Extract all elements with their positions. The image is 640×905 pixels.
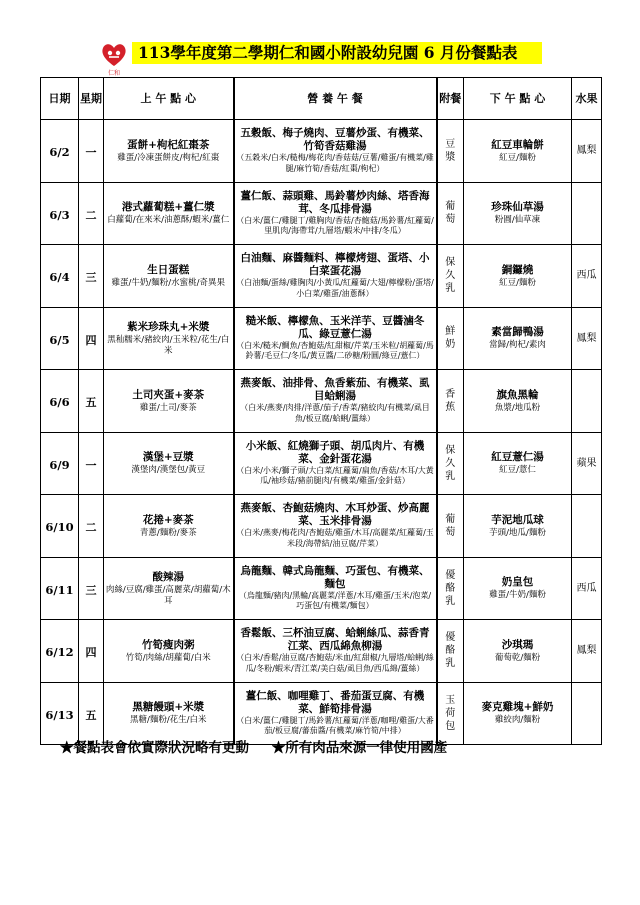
side-text: 優酪乳 [445,632,456,670]
morning-snack-ingredients: 雞蛋/牛奶/麵粉/水蜜桃/奇異果 [111,277,225,288]
afternoon-snack-ingredients: 紅豆/麵粉 [499,152,536,163]
lunch-dishes: 白油麵、麻醬麵料、檸檬烤翅、蛋塔、小白菜蛋花湯 [240,252,430,278]
side-text: 豆漿 [445,138,456,163]
morning-snack-cell [104,182,234,245]
lunch-ingredients: （白米/燕麥/肉排/洋蔥/茄子/香菜/豬絞肉/有機菜/虱目魚/板豆腐/蛤蜊/薑絲） [240,403,430,423]
morning-snack-name: 花捲+麥茶 [142,513,194,526]
lunch-cell [234,182,437,245]
lunch-dishes: 香鬆飯、三杯油豆腐、蛤蜊絲瓜、蒜香青江菜、西瓜綿魚柳湯 [240,627,430,653]
morning-snack-name: 黑糖饅頭+米漿 [132,701,205,714]
afternoon-snack-ingredients: 雞蛋/牛奶/麵粉 [489,590,546,601]
side-text: 優酪乳 [445,569,456,607]
afternoon-snack-ingredients: 紅豆/麵粉 [499,277,536,288]
weekday-text: 四 [85,646,97,660]
fruit-text: 鳳梨 [576,645,597,657]
weekday-cell [79,120,104,183]
lunch-dishes: 薑仁飯、咖哩雞丁、番茄蛋豆腐、有機菜、鮮筍排骨湯 [245,689,425,715]
lunch-ingredients: （白油麵/蛋絲/雞胸肉/小黃瓜/紅蘿蔔/大翅/檸檬粉/蛋塔/小白菜/雞蛋/油蔥酥） [236,278,434,298]
side-cell [437,370,464,433]
fruit-cell [572,682,602,745]
lunch-ingredients: （烏龍麵/豬肉/黑輪/高麗菜/洋蔥/木耳/雞蛋/玉米/泡菜/巧蛋包/有機菜/麵包） [238,590,432,611]
weekday-cell [79,557,104,620]
date-cell [41,370,79,433]
side-cell [437,120,464,183]
date-text: 6/2 [49,145,70,160]
morning-snack-cell [104,370,234,433]
fruit-text: 西瓜 [576,582,597,594]
side-text: 保久乳 [445,444,456,482]
header-weekday: 星期 [79,78,104,120]
lunch-cell [234,495,437,558]
table-row [41,370,602,433]
side-cell [437,495,464,558]
side-cell [437,245,464,308]
morning-snack-ingredients: 肉絲/豆腐/雞蛋/高麗菜/胡蘿蔔/木耳 [105,584,231,606]
lunch-cell [234,120,437,183]
afternoon-snack-ingredients: 雞絞肉/麵粉 [494,715,541,726]
lunch-ingredients: （白米/薑仁/雞腿丁/馬鈴薯/紅蘿蔔/洋蔥/咖哩/雞蛋/大番茄/板豆腐/蕃茄醬/有機菜/麻竹筍/中排） [236,715,434,736]
side-text: 葡萄 [445,201,456,226]
afternoon-snack-ingredients: 芋頭/地瓜/麵粉 [489,527,546,538]
page-title: 113學年度第二學期仁和國小附設幼兒園 6 月份餐點表 [132,42,542,64]
fruit-cell [572,495,602,558]
lunch-cell [234,370,437,433]
date-cell [41,245,79,308]
date-cell [41,620,79,683]
morning-snack-ingredients: 黑糖/麵粉/花生/白米 [129,715,207,726]
school-logo [100,40,128,77]
afternoon-snack-name: 旗魚黑輪 [496,388,539,401]
morning-snack-ingredients: 青蔥/麵粉/麥茶 [139,527,197,538]
weekday-text: 二 [85,208,97,222]
table-row [41,495,602,558]
date-text: 6/10 [45,520,74,535]
header-fruit: 水果 [572,78,602,120]
weekday-text: 一 [85,458,97,472]
morning-snack-name: 紫米珍珠丸+米漿 [127,320,210,333]
fruit-text: 鳳梨 [576,332,597,344]
date-text: 6/5 [49,332,70,347]
morning-snack-ingredients: 雞蛋/土司/麥茶 [139,402,197,413]
date-cell [41,557,79,620]
lunch-ingredients: （白米/燕麥/梅花肉/杏鮑菇/雞蛋/木耳/高麗菜/紅蘿蔔/玉米段/海帶結/油豆腐/芹菜） [236,528,434,548]
fruit-text: 蘋果 [576,457,597,469]
afternoon-snack-cell [464,557,572,620]
weekday-text: 二 [85,521,97,535]
afternoon-snack-ingredients: 當歸/枸杞/素肉 [489,340,546,351]
table-row [41,557,602,620]
afternoon-snack-name: 紅豆薏仁湯 [491,451,544,464]
afternoon-snack-ingredients: 紅豆/薏仁 [499,465,536,476]
lunch-cell [234,557,437,620]
footer-note-meat-origin: ★所有肉品來源一律使用國產 [271,740,448,756]
afternoon-snack-cell [464,682,572,745]
lunch-ingredients: （白米/薑仁/雞腿丁/雞胸肉/香菇/杏鮑菇/馬鈴薯/紅蘿蔔/里肌肉/海帶茸/九層塔/蝦米/中排/冬瓜） [236,215,434,236]
weekday-text: 五 [85,396,97,410]
date-cell [41,182,79,245]
lunch-dishes: 五穀飯、梅子燒肉、豆薯炒蛋、有機菜、竹筍香菇雞湯 [240,127,430,153]
lunch-ingredients: （白米/糙米/鯛魚/杏鮑菇/紅甜椒/芹菜/玉米粒/胡蘿蔔/馬鈴薯/毛豆仁/冬瓜/黃豆醬/二砂糖/粉圓/綠豆/薏仁） [236,340,434,361]
header-date: 日期 [41,78,79,120]
heart-logo-icon [100,40,128,70]
table-row [41,432,602,495]
table-row [41,120,602,183]
afternoon-snack-cell [464,495,572,558]
morning-snack-cell [104,120,234,183]
side-text: 保久乳 [445,257,456,295]
lunch-ingredients: （白米/香鬆/油豆腐/杏鮑菇/米血/紅甜椒/九層塔/蛤蜊/絲瓜/冬粉/蝦米/青江菜/美白菇/虱目魚/西瓜綿/薑絲） [236,653,434,673]
side-cell [437,432,464,495]
weekday-text: 一 [85,146,97,160]
afternoon-snack-cell [464,370,572,433]
header-morning-snack: 上 午 點 心 [104,78,234,120]
header-row [41,78,602,120]
date-cell [41,432,79,495]
table-row [41,245,602,308]
fruit-cell [572,370,602,433]
date-text: 6/11 [45,582,74,597]
morning-snack-ingredients: 白蘿蔔/在來米/油蔥酥/蝦米/薑仁 [107,215,230,226]
fruit-cell [572,182,602,245]
weekday-text: 五 [85,708,97,722]
fruit-cell [572,307,602,370]
fruit-cell [572,432,602,495]
table-row [41,307,602,370]
afternoon-snack-name: 紅豆車輪餅 [491,138,544,151]
morning-snack-name: 生日蛋糕 [147,263,190,276]
weekday-cell [79,620,104,683]
weekday-cell [79,307,104,370]
fruit-cell [572,120,602,183]
header-afternoon-snack: 下 午 點 心 [464,78,572,120]
side-cell [437,557,464,620]
date-cell [41,307,79,370]
weekday-text: 三 [85,583,97,597]
lunch-ingredients: （五穀米/白米/糙梅/梅花肉/香菇菇/豆薯/雞蛋/有機菜/雞腿/麻竹筍/香菇/紅棗/枸杞） [236,153,434,173]
morning-snack-ingredients: 黑秈糯米/豬絞肉/玉米粒/花生/白米 [107,334,230,356]
morning-snack-ingredients: 漢堡肉/漢堡包/黃豆 [131,465,206,476]
morning-snack-cell [104,432,234,495]
afternoon-snack-name: 麥克雞塊+鮮奶 [481,701,554,714]
morning-snack-name: 酸辣湯 [152,570,184,583]
side-cell [437,307,464,370]
lunch-dishes: 燕麥飯、油排骨、魚香紫茄、有機菜、虱目蛤蜊湯 [240,377,430,403]
morning-snack-name: 竹筍瘦肉粥 [142,638,195,651]
morning-snack-cell [104,245,234,308]
morning-snack-name: 土司夾蛋+麥茶 [132,388,205,401]
weekday-cell [79,245,104,308]
side-cell [437,182,464,245]
lunch-cell [234,620,437,683]
date-text: 6/6 [49,395,70,410]
fruit-text: 鳳梨 [576,145,597,157]
afternoon-snack-cell [464,182,572,245]
afternoon-snack-name: 沙琪瑪 [501,638,534,651]
afternoon-snack-cell [464,432,572,495]
morning-snack-name: 蛋餅+枸杞紅棗茶 [127,138,210,151]
lunch-cell [234,307,437,370]
date-text: 6/13 [45,707,74,722]
date-cell [41,120,79,183]
morning-snack-ingredients: 竹筍/肉絲/胡蘿蔔/白米 [125,652,211,663]
fruit-text: 西瓜 [576,270,597,282]
morning-snack-name: 漢堡+豆漿 [142,451,194,464]
afternoon-snack-name: 奶皇包 [501,576,534,589]
table-row [41,620,602,683]
side-text: 葡萄 [445,513,456,538]
date-cell [41,495,79,558]
afternoon-snack-name: 銅鑼燒 [501,263,534,276]
fruit-cell [572,245,602,308]
lunch-dishes: 小米飯、紅燒獅子頭、胡瓜肉片、有機菜、金針蛋花湯 [245,439,425,465]
afternoon-snack-name: 素當歸鴨湯 [491,326,544,339]
afternoon-snack-cell [464,620,572,683]
weekday-cell [79,370,104,433]
afternoon-snack-ingredients: 粉圓/仙草凍 [494,215,541,226]
menu-body [41,120,602,745]
weekday-text: 三 [85,271,97,285]
morning-snack-cell [104,557,234,620]
side-text: 鮮奶 [445,326,456,351]
date-text: 6/12 [45,645,74,660]
afternoon-snack-cell [464,307,572,370]
morning-snack-cell [104,307,234,370]
weekday-text: 四 [85,333,97,347]
side-text: 玉荷包 [445,694,456,732]
table-row [41,182,602,245]
header-lunch: 營 養 午 餐 [234,78,437,120]
weekday-cell [79,432,104,495]
afternoon-snack-cell [464,120,572,183]
footer-notes [60,736,465,756]
fruit-cell [572,620,602,683]
lunch-ingredients: （白米/小米/獅子頭/大白菜/紅蘿蔔/扁魚/香菇/木耳/大黃瓜/袖珍菇/豬前腿肉/有機菜/雞蛋/金針菇） [236,465,434,486]
morning-snack-cell [104,495,234,558]
lunch-dishes: 烏龍麵、韓式烏龍麵、巧蛋包、有機菜、麵包 [240,564,430,590]
logo-caption: 仁和 [107,70,120,77]
lunch-dishes: 薑仁飯、蒜頭雞、馬鈴薯炒肉絲、塔香海茸、冬瓜排骨湯 [240,189,430,215]
afternoon-snack-name: 芋泥地瓜球 [491,513,544,526]
afternoon-snack-name: 珍珠仙草湯 [491,201,544,214]
lunch-dishes: 燕麥飯、杏鮑菇燒肉、木耳炒蛋、炒高麗菜、玉米排骨湯 [240,502,430,528]
date-text: 6/3 [49,207,70,222]
lunch-cell [234,245,437,308]
afternoon-snack-ingredients: 魚漿/地瓜粉 [494,402,541,413]
menu-table [40,77,602,745]
date-text: 6/9 [49,457,70,472]
lunch-cell [234,432,437,495]
date-text: 6/4 [49,270,70,285]
morning-snack-cell [104,620,234,683]
footer-note-update: ★餐點表會依實際狀況略有更動 [60,740,249,756]
weekday-cell [79,182,104,245]
morning-snack-name: 港式蘿蔔糕+薑仁漿 [121,201,215,214]
header-side: 附餐 [437,78,464,120]
morning-snack-ingredients: 雞蛋/冷凍蛋餅皮/枸杞/紅棗 [117,152,220,163]
lunch-dishes: 糙米飯、檸檬魚、玉米洋芋、豆醬滷冬瓜、綠豆薏仁湯 [245,314,425,340]
side-text: 香蕉 [445,388,456,413]
afternoon-snack-cell [464,245,572,308]
afternoon-snack-ingredients: 葡萄乾/麵粉 [494,652,541,663]
side-cell [437,620,464,683]
weekday-cell [79,495,104,558]
fruit-cell [572,557,602,620]
